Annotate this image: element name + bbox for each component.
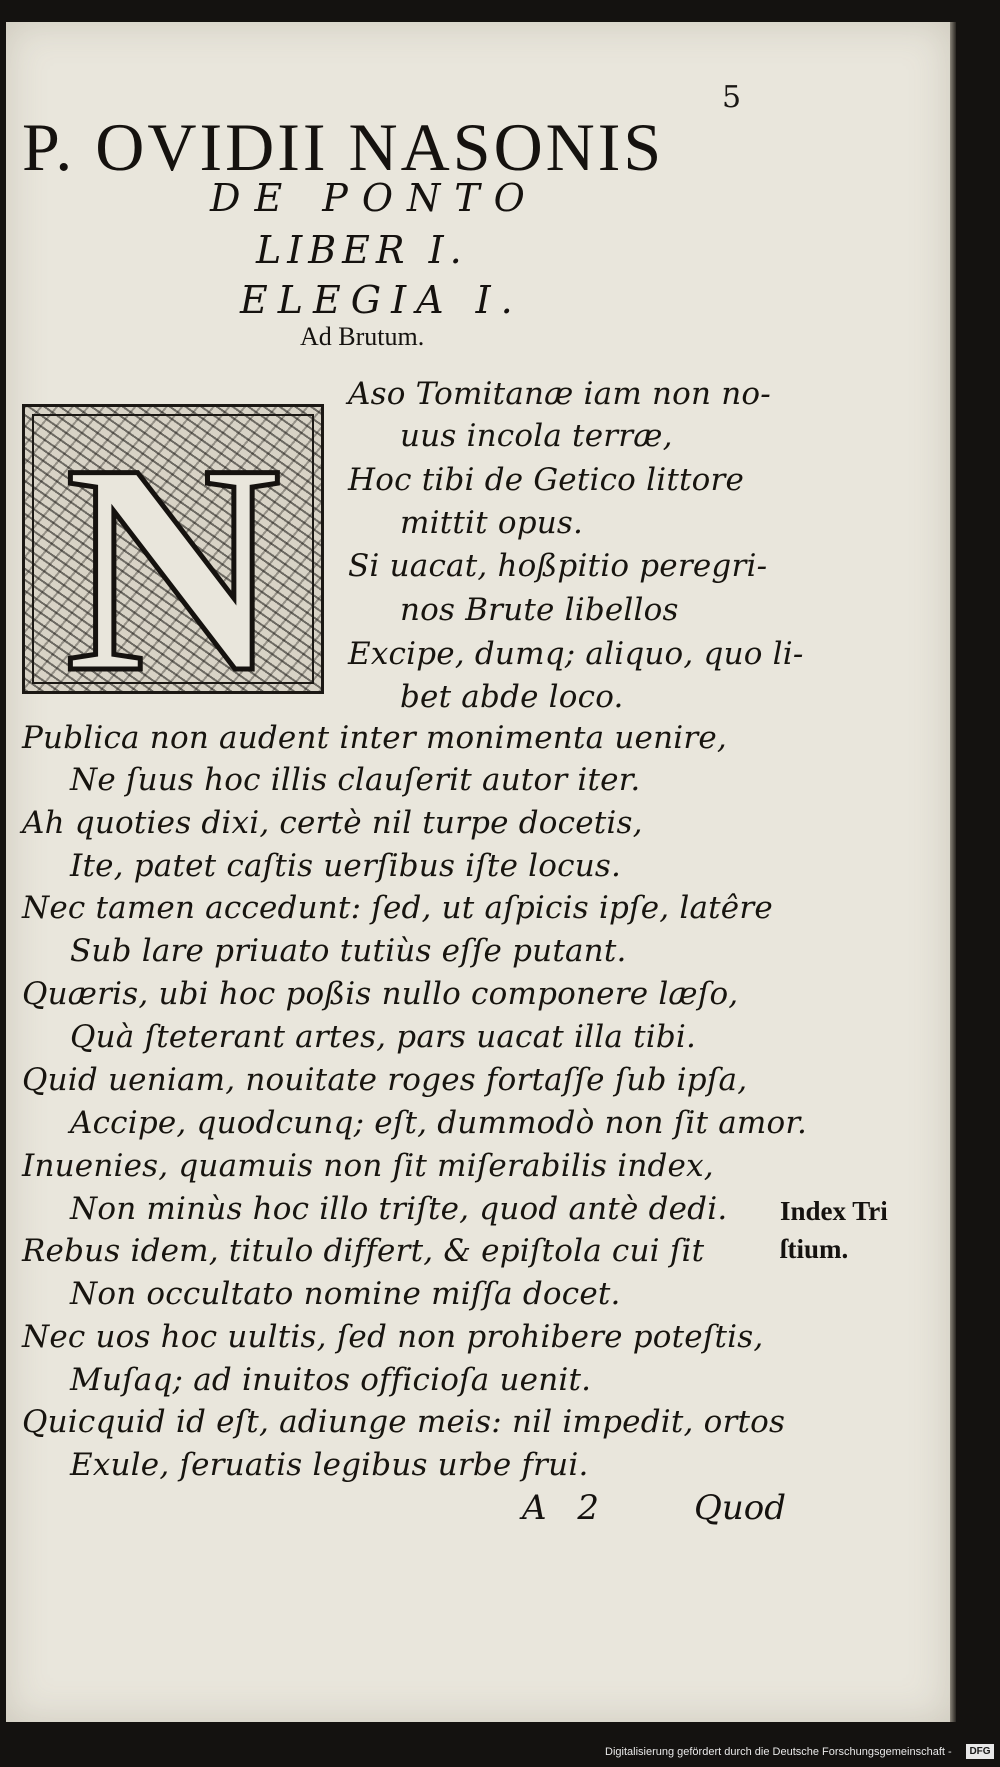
page-number: 5: [722, 80, 742, 115]
verse-line: Ah quoties dixi, certè nil turpe docetis,: [22, 805, 643, 841]
digitization-credit: Digitalisierung gefördert durch die Deutsche Forschungsgemeinschaft -: [605, 1746, 952, 1758]
page-edge: [950, 22, 956, 1722]
verse-line: Accipe, quodcunq; eſt, dummodò non ſit amor.: [70, 1105, 808, 1141]
verse-line: mittit opus.: [400, 505, 584, 541]
verse-line: Si uacat, hoßpitio peregri-: [348, 548, 768, 584]
catchword: Quod: [694, 1488, 787, 1528]
verse-line: nos Brute libellos: [400, 592, 679, 628]
title-elegy: ELEGIA I.: [240, 278, 523, 322]
verse-line: Non minùs hoc illo triſte, quod antè dedi.: [70, 1191, 728, 1227]
verse-line: uus incola terræ,: [400, 418, 673, 454]
verse-line: Muſaq; ad inuitos officioſa uenit.: [70, 1362, 592, 1398]
verse-line: Excipe, dumq; aliquo, quo li-: [348, 636, 804, 672]
verse-line: Publica non audent inter monimenta uenire,: [22, 720, 727, 756]
verse-line: Nec uos hoc uultis, ſed non prohibere poteſtis,: [22, 1319, 764, 1355]
initial-letter-graphic: [25, 407, 321, 691]
verse-line: Hoc tibi de Getico littore: [348, 462, 745, 498]
verse-line: Ne ſuus hoc illis clauſerit autor iter.: [70, 762, 641, 798]
verse-line: Quid ueniam, nouitate roges fortaſſe ſub ipſa,: [22, 1062, 748, 1098]
verse-line: Rebus idem, titulo differt, & epiſtola cui ſit: [22, 1233, 705, 1269]
verse-line: Inuenies, quamuis non ſit miſerabilis index,: [22, 1148, 714, 1184]
verse-line: Aso Tomitanæ iam non no-: [348, 376, 771, 412]
verse-line: Sub lare priuato tutiùs eſſe putant.: [70, 933, 627, 969]
verse-line: bet abde loco.: [400, 679, 624, 715]
signature-mark: A 2: [522, 1488, 599, 1528]
verse-line: Exule, ſeruatis legibus urbe frui.: [70, 1447, 589, 1483]
margin-note-line-2: ſtium.: [780, 1234, 849, 1264]
verse-line: Ite, patet caſtis uerſibus iſte locus.: [70, 848, 622, 884]
margin-note-line-1: Index Tri: [780, 1196, 888, 1226]
dedication: Ad Brutum.: [300, 322, 425, 351]
title-book: LIBER I.: [256, 228, 468, 272]
title-author: P. OVIDII NASONIS: [22, 109, 665, 185]
verse-line: Quicquid id eſt, adiunge meis: nil impedit, ortos: [22, 1404, 786, 1440]
verse-line: Quà ſteterant artes, pars uacat illa tibi.: [70, 1019, 697, 1055]
verse-line: Non occultato nomine miſſa docet.: [70, 1276, 621, 1312]
title-work: DE PONTO: [210, 176, 539, 220]
verse-line: Nec tamen accedunt: ſed, ut aſpicis ipſe, latêre: [22, 890, 773, 926]
initial-letter: N: [64, 407, 282, 691]
dfg-logo-icon: DFG: [966, 1744, 994, 1759]
verse-line: Quæris, ubi hoc poßis nullo componere læſo,: [22, 976, 739, 1012]
decorated-initial: [22, 404, 324, 694]
